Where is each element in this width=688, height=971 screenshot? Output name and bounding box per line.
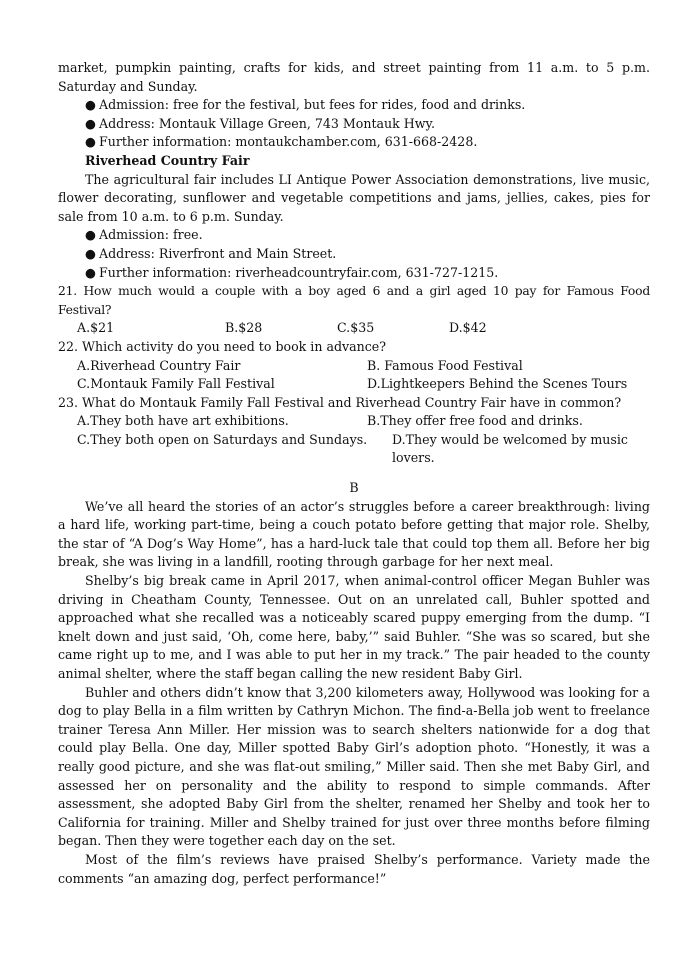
- bullet-item: [85, 115, 650, 134]
- question-23: 23. What do Montauk Family Fall Festival and Riverhead Country Fair have in common?: [58, 394, 622, 410]
- riverhead-description: The agricultural fair includes LI Antique Power Association demonstrations, live music, flower decorating, sunflower and vegetable competitions and jams, jellies, cakes, pies for sale from 10 a.m. to 6 p.m. Sunday.: [58, 171, 650, 224]
- bullet-item: [85, 133, 650, 152]
- option-d: D.$42: [449, 320, 487, 336]
- bullet-text: Further information: montaukchamber.com, 631-668-2428.: [99, 134, 478, 150]
- option-c: C.Montauk Family Fall Festival: [77, 376, 275, 392]
- bullet-text: Admission: free for the festival, but fees for rides, food and drinks.: [99, 97, 526, 113]
- bullet-dot-icon: ●: [85, 245, 96, 261]
- question-22-options-row2: [77, 375, 650, 394]
- option-b: B. Famous Food Festival: [367, 357, 523, 373]
- passage-paragraph: We’ve all heard the stories of an actor’s struggles before a career breakthrough: living a hard life, working part-time, being a couch potato before getting that major role. Shelby, the star of “A Dog’s Way Home”, has a hard-luck tale that could top them all. Before her big break, she was living in a landfill, rooting through garbage for her next meal.: [58, 498, 650, 570]
- bullet-dot-icon: ●: [85, 264, 96, 280]
- option-d: D.They would be welcomed by music lovers.: [392, 431, 628, 466]
- riverhead-heading: Riverhead Country Fair: [85, 152, 250, 168]
- question-21: 21. How much would a couple with a boy aged 6 and a girl aged 10 pay for Famous Food Festival?: [58, 284, 650, 317]
- bullet-text: Address: Montauk Village Green, 743 Montauk Hwy.: [99, 115, 436, 131]
- option-b: B.$28: [225, 320, 263, 336]
- bullet-dot-icon: ●: [85, 115, 96, 131]
- bullet-text: Further information: riverheadcountryfair.com, 631-727-1215.: [99, 264, 499, 280]
- passage-paragraph: Most of the film’s reviews have praised Shelby’s performance. Variety made the comments “an amazing dog, perfect performance!”: [58, 851, 650, 886]
- question-23-options-row2: [77, 431, 650, 468]
- bullet-item: [85, 226, 650, 245]
- bullet-item: [85, 264, 650, 283]
- document-page: [58, 59, 650, 888]
- question-22: 22. Which activity do you need to book in advance?: [58, 338, 387, 354]
- option-a: A.They both have art exhibitions.: [77, 413, 289, 429]
- option-a: A.Riverhead Country Fair: [77, 357, 241, 373]
- bullet-item: [85, 245, 650, 264]
- option-c: C.They both open on Saturdays and Sundays.: [77, 431, 368, 447]
- option-a: A.$21: [77, 320, 115, 336]
- option-d: D.Lightkeepers Behind the Scenes Tours: [367, 376, 628, 392]
- question-22-options: [77, 357, 650, 376]
- montauk-intro-text: market, pumpkin painting, crafts for kids, and street painting from 11 a.m. to 5 p.m. Saturday and Sunday.: [58, 60, 650, 94]
- bullet-text: Admission: free.: [99, 227, 203, 243]
- question-21-options: [77, 319, 650, 338]
- question-23-options: [77, 412, 650, 431]
- option-c: C.$35: [337, 320, 375, 336]
- passage-paragraph: Buhler and others didn’t know that 3,200 kilometers away, Hollywood was looking for a dog to play Bella in a film written by Cathryn Michon. The find-a-Bella job went to freelance trainer Teresa Ann Miller. Her mission was to search shelters nationwide for a dog that could play Bella. One day, Miller spotted Baby Girl’s adoption photo. “Honestly, it was a really good picture, and she was flat-out smiling,” Miller said. Then she met Baby Girl, and assessed her on personality and the ability to respond to simple commands. After assessment, she adopted Baby Girl from the shelter, renamed her Shelby and took her to California for training. Miller and Shelby trained for just over three months before filming began. Then they were together each day on the set.: [58, 684, 650, 849]
- passage-paragraph: Shelby’s big break came in April 2017, when animal-control officer Megan Buhler was driving in Cheatham County, Tennessee. Out on an unrelated call, Buhler spotted and approached what she recalled was a noticeably scared puppy emerging from the dump. “I knelt down and just said, ‘Oh, come here, baby,’” said Buhler. “She was so scared, but she came right up to me, and I was able to put her in my track.” The pair headed to the county animal shelter, where the staff began calling the new resident Baby Girl.: [58, 573, 650, 681]
- bullet-dot-icon: ●: [85, 227, 96, 243]
- bullet-dot-icon: ●: [85, 97, 96, 113]
- option-b: B.They offer free food and drinks.: [367, 413, 583, 429]
- section-b-label: B: [349, 480, 359, 496]
- bullet-item: [85, 96, 650, 115]
- bullet-dot-icon: ●: [85, 134, 96, 150]
- bullet-text: Address: Riverfront and Main Street.: [99, 245, 337, 261]
